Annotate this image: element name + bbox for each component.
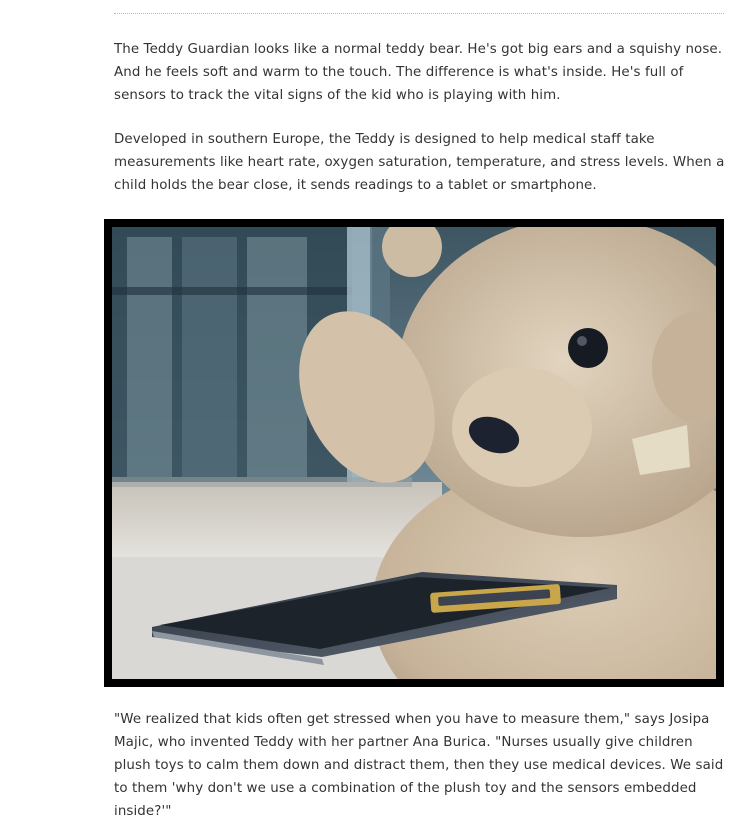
- article-photo: [104, 219, 724, 687]
- teddy-bear-photo: [112, 227, 716, 679]
- section-divider: [114, 13, 724, 14]
- article-paragraph: The Teddy Guardian looks like a normal teddy bear. He's got big ears and a squishy nose. And he feels soft and warm to the touch. The difference is what's inside. He's full of sensors to track the vital signs of the kid who is playing with him.: [114, 42, 723, 103]
- article-paragraph: Developed in southern Europe, the Teddy is designed to help medical staff take measurements like heart rate, oxygen saturation, temperature, and stress levels. When a child holds the bear close, it sends readings to a tablet or smartphone.: [114, 132, 725, 193]
- article-paragraph: "We realized that kids often get stressed when you have to measure them," says Josipa Majic, who invented Teddy with her partner Ana Burica. "Nurses usually give children plush toys to calm them down and distract them, then they use medical devices. We said to them 'why don't we use a combination of the plush toy and the sensors embedded inside?'": [114, 712, 724, 819]
